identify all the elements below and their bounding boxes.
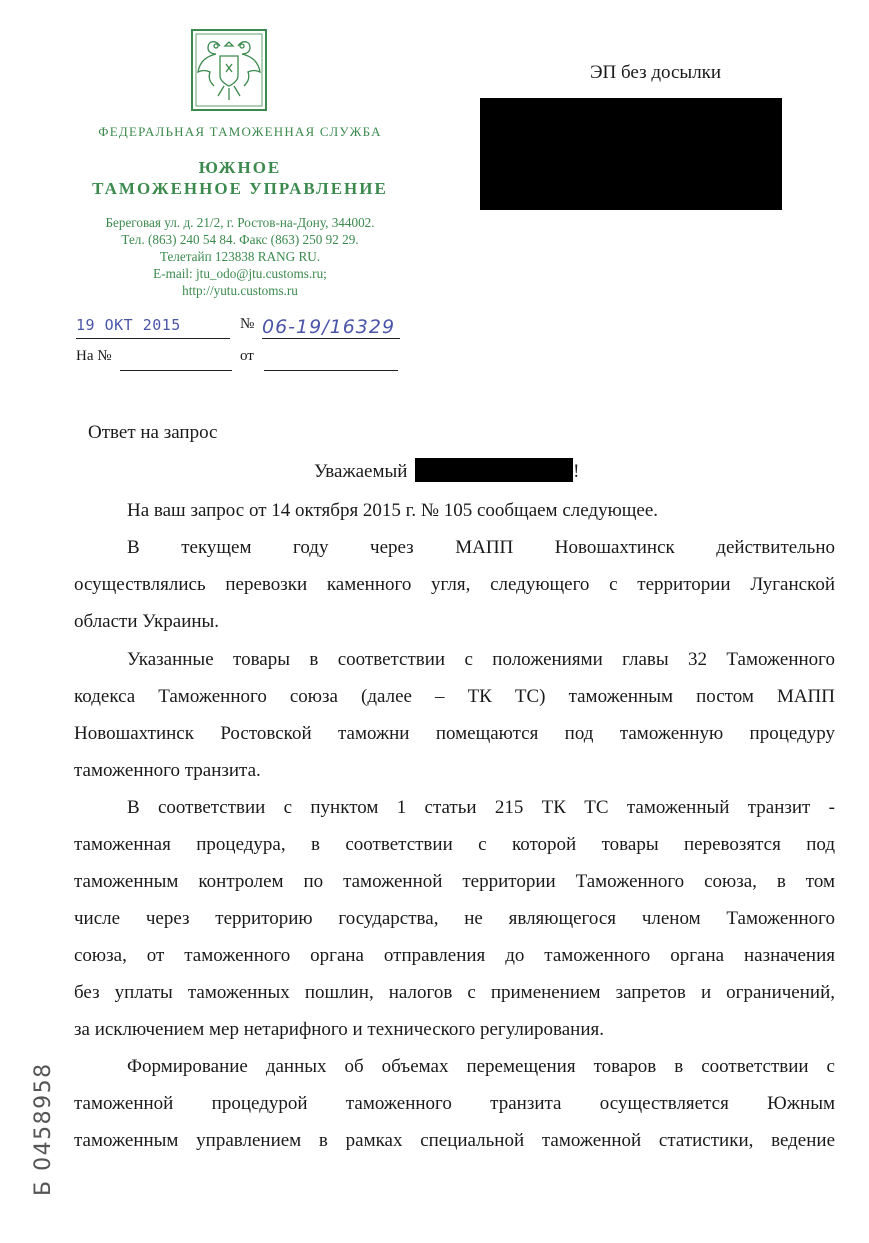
paragraph-1 <box>127 492 747 529</box>
paragraph-line: таможенная процедура, в соответствии с которой товары перевозятся под <box>74 834 835 855</box>
redacted-addressee <box>480 98 782 210</box>
greeting-prefix: Уважаемый <box>314 461 408 482</box>
outgoing-number: 06-19/16329 <box>262 316 396 338</box>
paragraph-line: таможенного транзита. <box>74 760 261 781</box>
redacted-name <box>415 458 573 482</box>
number-label: № <box>240 316 255 332</box>
email-line: E-mail: jtu_odo@jtu.customs.ru; <box>153 266 327 281</box>
reference-label: На № <box>76 348 112 364</box>
date-stamp: 19 ОКТ 2015 <box>76 316 181 334</box>
office-name-line1: ЮЖНОЕ <box>198 158 282 177</box>
reference-date-field <box>264 350 398 371</box>
paragraph-line: области Украины. <box>74 611 220 632</box>
paragraph-line: числе через территорию государства, не являющегося членом Таможенного <box>74 908 835 929</box>
paragraph-line: Новошахтинск Ростовской таможни помещаются под таможенную процедуру <box>74 723 835 744</box>
subject-line: Ответ на запрос <box>88 422 218 443</box>
phone-line: Тел. (863) 240 54 84. Факс (863) 250 92 29. <box>121 232 359 247</box>
paragraph-line: Указанные товары в соответствии с положениями главы 32 Таможенного <box>127 649 835 670</box>
serial-number-text: Б 0458958 <box>31 1062 56 1196</box>
paragraph-line: В текущем году через МАПП Новошахтинск действительно <box>127 537 835 558</box>
address-line: Береговая ул. д. 21/2, г. Ростов-на-Дону, 344002. <box>105 215 375 230</box>
paragraph-5 <box>74 1048 835 1159</box>
paragraph-2 <box>74 529 835 640</box>
agency-name: ФЕДЕРАЛЬНАЯ ТАМОЖЕННАЯ СЛУЖБА <box>98 124 382 139</box>
paragraph-line: В соответствии с пунктом 1 статьи 215 ТК ТС таможенный транзит - <box>127 797 835 818</box>
paragraph-line: таможенным контролем по таможенной территории Таможенного союза, в том <box>74 871 835 892</box>
delivery-note: ЭП без досылки <box>590 62 722 83</box>
number-field <box>262 316 400 339</box>
website-line: http://yutu.customs.ru <box>182 283 298 298</box>
date-field <box>76 316 230 339</box>
reference-number-field <box>120 350 232 371</box>
serial-number <box>20 1050 60 1200</box>
paragraph-line: кодекса Таможенного союза (далее – ТК ТС) таможенным постом МАПП <box>74 686 835 707</box>
paragraph-line: без уплаты таможенных пошлин, налогов с применением запретов и ограничений, <box>74 982 835 1003</box>
paragraph-line: за исключением мер нетарифного и технического регулирования. <box>74 1019 604 1040</box>
reference-from-label: от <box>240 348 254 364</box>
teletype-line: Телетайп 123838 RANG RU. <box>159 249 321 264</box>
paragraph-line: На ваш запрос от 14 октября 2015 г. № 105 сообщаем следующее. <box>127 500 659 521</box>
greeting <box>314 458 580 483</box>
office-name-line2: ТАМОЖЕННОЕ УПРАВЛЕНИЕ <box>92 179 388 198</box>
paragraph-line: союза, от таможенного органа отправления до таможенного органа назначения <box>74 945 835 966</box>
greeting-suffix: ! <box>573 461 580 482</box>
paragraph-line: Формирование данных об объемах перемещения товаров в соответствии с <box>127 1056 835 1077</box>
coat-of-arms-icon <box>190 28 268 112</box>
paragraph-3 <box>74 641 835 789</box>
paragraph-line: таможенной процедурой таможенного транзита осуществляется Южным <box>74 1093 835 1114</box>
paragraph-line: таможенным управлением в рамках специальной таможенной статистики, ведение <box>74 1130 835 1151</box>
paragraph-4 <box>74 789 835 1048</box>
paragraph-line: осуществлялись перевозки каменного угля, следующего с территории Луганской <box>74 574 835 595</box>
